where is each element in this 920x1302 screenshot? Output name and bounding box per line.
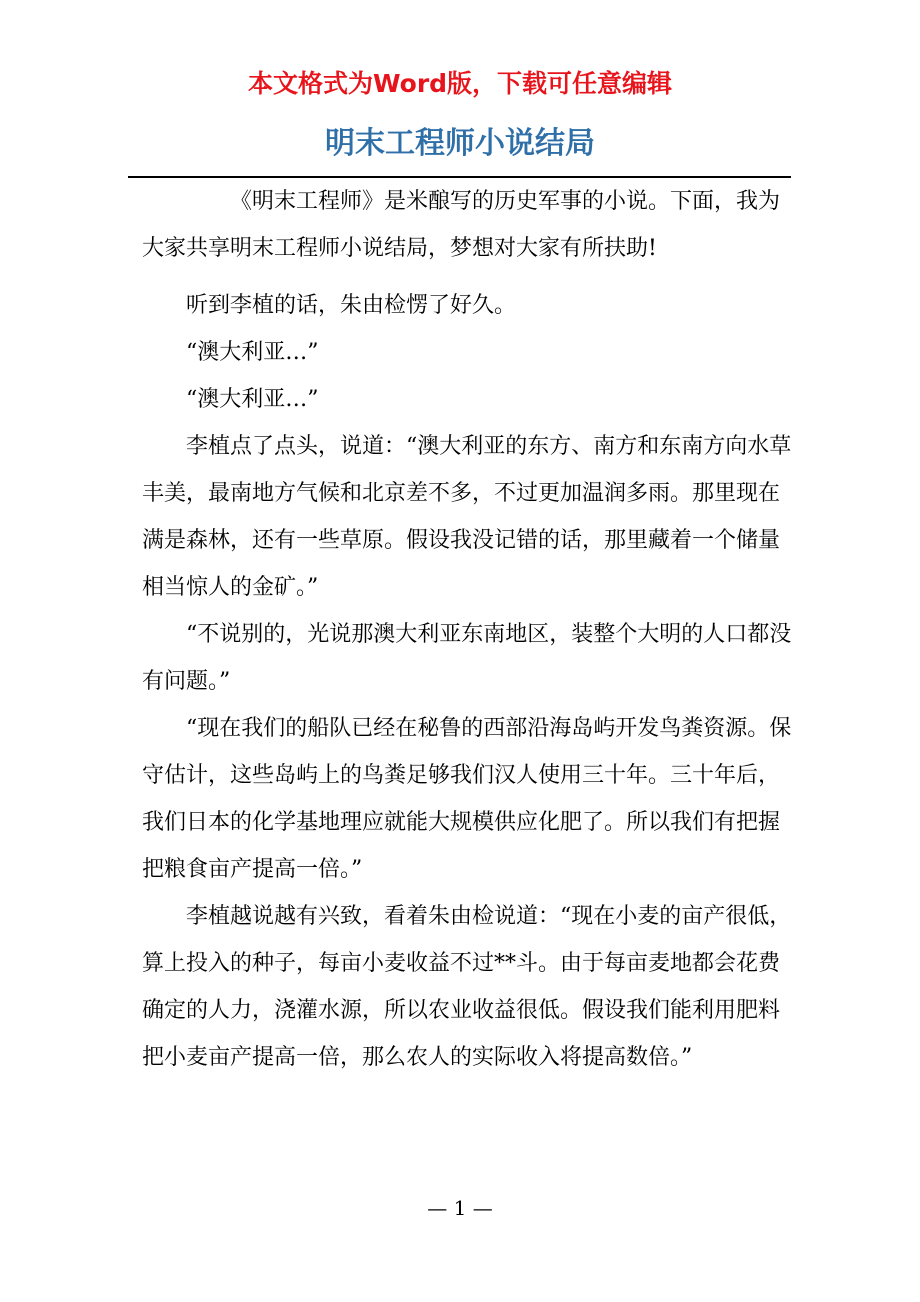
paragraph: 李植越说越有兴致，看着朱由检说道：“现在小麦的亩产很低，算上投入的种子，每亩小麦收益不过**斗。由于每亩麦地都会花费确定的人力，浇灌水源，所以农业收益很低。假设我们能利用肥料把小麦亩产提高一倍，那么农人的实际收入将提高数倍。” bbox=[142, 904, 792, 1070]
paragraph-intro: 《明末工程师》是米酿写的历史军事的小说。下面，我为大家共享明末工程师小说结局，梦想对大家有所扶助! bbox=[142, 189, 781, 261]
page-number: — 1 — bbox=[427, 1196, 493, 1220]
paragraph: “澳大利亚…” bbox=[186, 387, 319, 412]
paragraph: “澳大利亚…” bbox=[186, 340, 319, 365]
document-title: 明末工程师小说结局 bbox=[325, 126, 595, 161]
paragraph: “现在我们的船队已经在秘鲁的西部沿海岛屿开发鸟粪资源。保守估计，这些岛屿上的鸟粪足够我们汉人使用三十年。三十年后，我们日本的化学基地理应就能大规模供应化肥了。所以我们有把握把粮食亩产提高一倍。” bbox=[142, 716, 792, 882]
format-notice-banner: 本文格式为Word版，下载可任意编辑 bbox=[247, 69, 673, 98]
paragraph: “不说别的，光说那澳大利亚东南地区，装整个大明的人口都没有问题。” bbox=[142, 622, 792, 694]
document-body bbox=[142, 178, 792, 1081]
paragraph: 听到李植的话，朱由检愣了好久。 bbox=[186, 293, 517, 318]
paragraph: 李植点了点头，说道：“澳大利亚的东方、南方和东南方向水草丰美，最南地方气候和北京差不多，不过更加温润多雨。那里现在满是森林，还有一些草原。假设我没记错的话，那里藏着一个储量相当惊人的金矿。” bbox=[142, 434, 792, 600]
